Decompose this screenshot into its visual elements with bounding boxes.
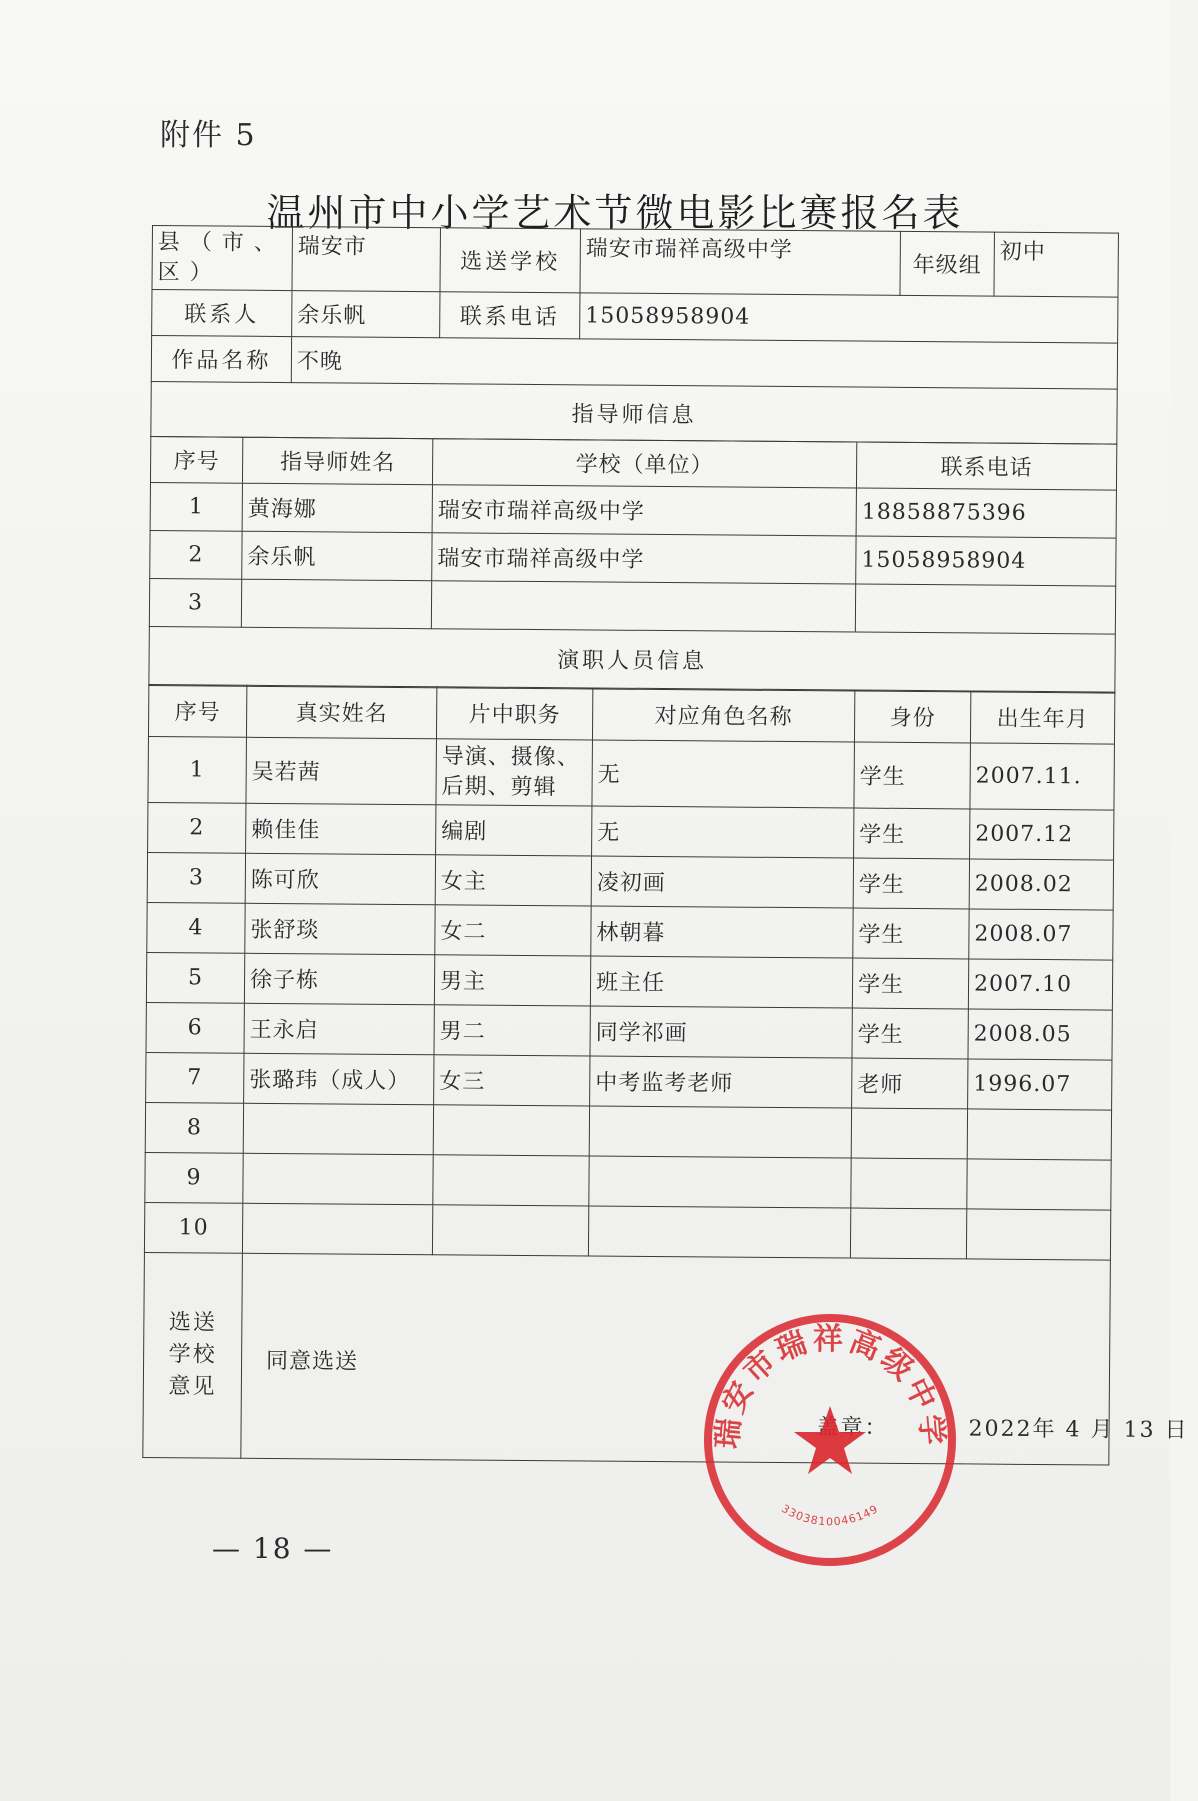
seal-text: 瑞安市瑞祥高级中学 <box>709 1321 951 1451</box>
cast-birth <box>966 1209 1110 1260</box>
cast-role <box>589 1106 851 1158</box>
cast-birth: 2008.05 <box>968 1009 1112 1060</box>
school-value: 瑞安市瑞祥高级中学 <box>580 229 900 296</box>
advisor-no: 2 <box>150 530 242 579</box>
cast-name <box>242 1203 432 1254</box>
school-opinion-label <box>143 1253 243 1459</box>
work-title-value: 不晚 <box>291 337 1117 389</box>
advisor-phone: 18858875396 <box>856 488 1116 538</box>
cast-name <box>243 1153 433 1204</box>
cast-table <box>142 684 1189 1466</box>
phone-label: 联系电话 <box>440 292 580 339</box>
seal-star <box>794 1406 866 1474</box>
cast-col-identity: 身份 <box>854 690 970 743</box>
cast-birth: 2007.12 <box>970 809 1114 860</box>
cast-col-birth: 出生年月 <box>970 691 1114 744</box>
cast-no: 4 <box>147 903 245 954</box>
cast-duty: 女二 <box>435 905 591 956</box>
contact-value: 余乐帆 <box>292 291 440 338</box>
cast-role: 无 <box>592 806 854 858</box>
advisor-school: 瑞安市瑞祥高级中学 <box>432 532 856 583</box>
attachment-label: 附件 5 <box>160 118 257 153</box>
cast-identity: 学生 <box>852 1008 968 1059</box>
advisor-col-name: 指导师姓名 <box>242 437 432 484</box>
cast-name: 张舒琰 <box>245 903 435 954</box>
cast-role: 班主任 <box>590 956 852 1008</box>
cast-no: 6 <box>146 1003 244 1054</box>
county-label: 县（市、区） <box>152 226 293 291</box>
cast-col-role: 对应角色名称 <box>592 688 854 742</box>
cast-duty: 女三 <box>434 1055 590 1106</box>
advisor-name: 余乐帆 <box>242 531 432 580</box>
cast-role: 中考监考老师 <box>590 1056 852 1108</box>
school-label: 选送学校 <box>440 228 581 293</box>
advisor-section-title: 指导师信息 <box>151 382 1117 445</box>
cast-role <box>588 1206 850 1258</box>
grade-value: 初中 <box>994 232 1119 297</box>
registration-form <box>142 225 1189 1466</box>
cast-identity: 学生 <box>854 742 971 809</box>
table-row <box>145 1153 1111 1211</box>
cast-identity: 学生 <box>853 908 969 959</box>
cast-duty: 编剧 <box>436 805 592 856</box>
cast-role: 林朝暮 <box>591 906 853 958</box>
school-opinion-cell <box>241 1253 1189 1465</box>
cast-birth: 2007.10 <box>968 959 1112 1010</box>
cast-identity: 学生 <box>853 858 969 909</box>
advisor-school: 瑞安市瑞祥高级中学 <box>432 484 856 535</box>
advisor-no: 1 <box>150 482 242 531</box>
page-number: — 18 — <box>212 1532 334 1565</box>
table-row <box>146 1003 1112 1061</box>
cast-identity: 学生 <box>854 808 970 859</box>
cast-col-name: 真实姓名 <box>246 685 436 738</box>
cast-identity: 学生 <box>852 958 968 1009</box>
cast-col-duty: 片中职务 <box>436 687 592 740</box>
work-title-label: 作品名称 <box>151 336 291 383</box>
phone-value: 15058958904 <box>580 293 1118 343</box>
cast-duty <box>432 1205 588 1256</box>
advisor-school <box>431 580 855 631</box>
cast-no: 2 <box>148 803 246 854</box>
cast-duty: 女主 <box>435 855 591 906</box>
cast-section-title: 演职人员信息 <box>149 626 1115 693</box>
document-title: 温州市中小学艺术节微电影比赛报名表 <box>266 191 964 235</box>
table-row <box>144 1203 1110 1261</box>
advisor-name: 黄海娜 <box>242 483 432 532</box>
cast-name: 张璐玮（成人） <box>244 1053 434 1104</box>
cast-identity <box>851 1108 967 1159</box>
table-row <box>148 803 1114 861</box>
cast-name: 王永启 <box>244 1003 434 1054</box>
table-row <box>147 853 1113 911</box>
cast-duty: 导演、摄像、后期、剪辑 <box>436 739 593 806</box>
school-opinion-text: 同意选送 <box>265 1349 359 1375</box>
cast-duty: 男二 <box>434 1005 590 1056</box>
table-row <box>146 1053 1112 1111</box>
cast-identity <box>851 1158 967 1209</box>
advisor-phone: 15058958904 <box>856 536 1116 586</box>
seal-code: 3303810046149 <box>779 1502 881 1529</box>
table-row <box>147 903 1113 961</box>
advisor-col-school: 学校（单位） <box>432 438 856 487</box>
advisor-col-no: 序号 <box>150 436 242 483</box>
cast-no: 7 <box>146 1053 244 1104</box>
cast-no: 8 <box>145 1103 243 1154</box>
grade-label: 年级组 <box>900 231 995 296</box>
cast-no: 9 <box>145 1153 243 1204</box>
table-row <box>149 578 1115 634</box>
cast-identity <box>850 1208 966 1259</box>
cast-no: 1 <box>148 737 247 804</box>
cast-name: 赖佳佳 <box>246 803 436 854</box>
seal-label: 盖章： <box>816 1415 889 1442</box>
table-row <box>148 737 1114 811</box>
cast-birth: 2008.02 <box>969 859 1113 910</box>
cast-no: 5 <box>146 953 244 1004</box>
cast-birth: 2007.11. <box>970 743 1115 810</box>
advisor-no: 3 <box>149 578 241 627</box>
cast-identity: 老师 <box>852 1058 968 1109</box>
cast-role: 无 <box>592 740 855 808</box>
cast-role: 同学祁画 <box>590 1006 852 1058</box>
cast-no: 3 <box>147 853 245 904</box>
school-opinion-label-text: 选送学校意见 <box>168 1310 217 1400</box>
official-seal-icon <box>700 1310 960 1570</box>
cast-name: 徐子栋 <box>244 953 434 1004</box>
cast-duty <box>433 1155 589 1206</box>
cast-name: 陈可欣 <box>245 853 435 904</box>
advisor-col-phone: 联系电话 <box>856 442 1116 490</box>
cast-role <box>589 1156 851 1208</box>
advisor-phone <box>855 584 1115 634</box>
cast-birth: 1996.07 <box>968 1059 1112 1110</box>
cast-no: 10 <box>144 1203 242 1254</box>
county-value: 瑞安市 <box>292 227 441 293</box>
cast-role: 凌初画 <box>591 856 853 908</box>
table-row <box>150 482 1116 538</box>
advisor-table <box>148 436 1117 694</box>
signature-date: 2022年 4 月 13 日 <box>968 1416 1189 1444</box>
cast-duty: 男主 <box>434 955 590 1006</box>
cast-name <box>243 1103 433 1154</box>
cast-duty <box>433 1105 589 1156</box>
cast-birth <box>967 1109 1111 1160</box>
table-row <box>145 1103 1111 1161</box>
cast-col-no: 序号 <box>148 685 246 738</box>
cast-birth <box>967 1159 1111 1210</box>
cast-name: 吴若茜 <box>246 737 437 804</box>
table-row <box>146 953 1112 1011</box>
cast-birth: 2008.07 <box>969 909 1113 960</box>
table-row <box>150 530 1116 586</box>
advisor-name <box>241 579 431 628</box>
header-table <box>150 225 1119 445</box>
contact-label: 联系人 <box>152 290 292 337</box>
